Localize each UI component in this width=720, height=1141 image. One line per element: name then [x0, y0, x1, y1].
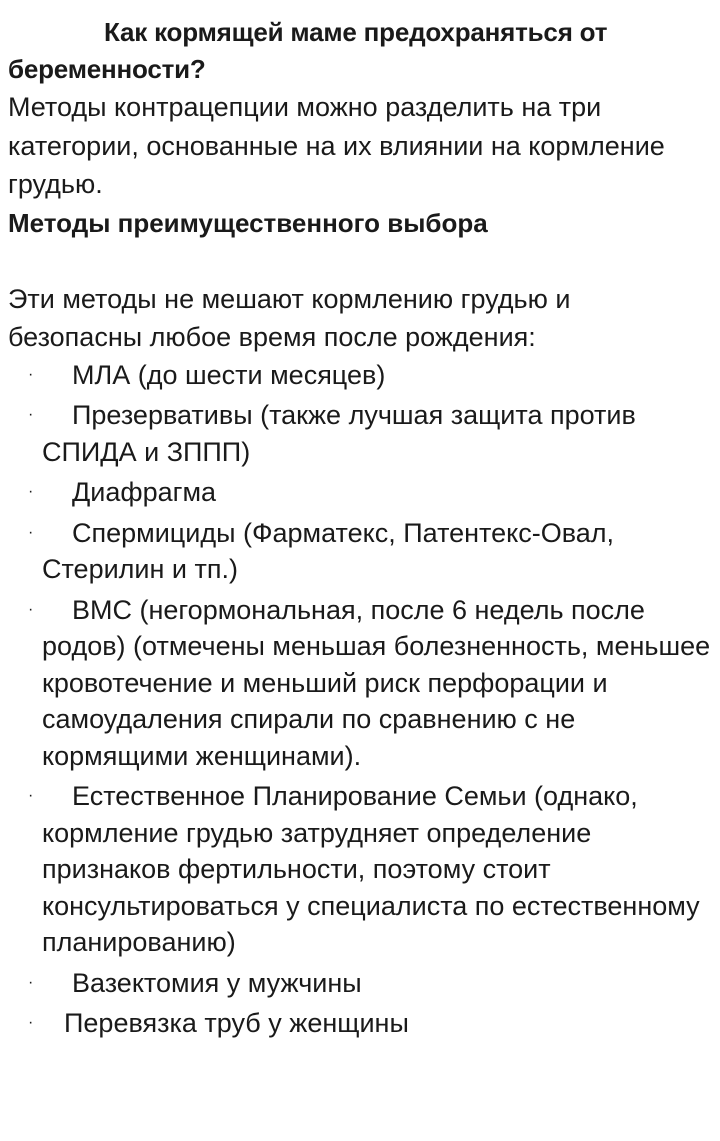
bullet-icon: · [28, 973, 34, 991]
list-item-text: МЛА (до шести месяцев) [72, 359, 386, 390]
list-item [8, 778, 712, 961]
intro-paragraph: Методы контрацепции можно разделить на три категории, основанные на их влиянии на кормление грудью. [8, 92, 665, 199]
list-item-text: ВМС (негормональная, после 6 недель после родов) (отмечены меньшая болезненность, меньшее кровотечение и меньший риск перфорации и самоудаления спирали по сравнению с не кормящими женщинами). [42, 594, 711, 771]
list-item-text: Перевязка труб у женщины [64, 1008, 409, 1038]
bullet-icon: · [28, 787, 34, 804]
article-title: Как кормящей маме предохраняться от беременности? [8, 17, 608, 84]
bullet-icon: · [28, 365, 34, 383]
bullet-icon: · [28, 483, 34, 500]
list-item [8, 965, 712, 1002]
list-item [8, 397, 712, 470]
list-item-text: Вазектомия у мужчины [72, 967, 362, 998]
list-item-text: Естественное Планирование Семьи (однако, кормление грудью затрудняет определение признаков фертильности, поэтому стоит консультироваться у специалиста по естественному планированию) [42, 781, 700, 957]
list-item [8, 357, 712, 394]
bullet-icon: · [28, 1014, 34, 1031]
methods-list [8, 357, 712, 1042]
lead-paragraph: Эти методы не мешают кормлению грудью и безопасны любое время после рождения: [8, 283, 571, 352]
list-item [8, 474, 712, 511]
bullet-icon: · [28, 600, 34, 618]
list-item-text: Диафрагма [72, 477, 217, 507]
bullet-icon: · [28, 523, 34, 541]
list-item [8, 1005, 712, 1042]
section-heading: Методы преимущественного выбора [8, 207, 488, 238]
list-item-text: Спермициды (Фарматекс, Патентекс-Овал, Стерилин и тп.) [42, 517, 615, 584]
list-item [8, 592, 712, 775]
list-item [8, 515, 712, 588]
list-item-text: Презервативы (также лучшая защита против СПИДА и ЗППП) [42, 400, 636, 467]
bullet-icon: · [28, 406, 34, 423]
